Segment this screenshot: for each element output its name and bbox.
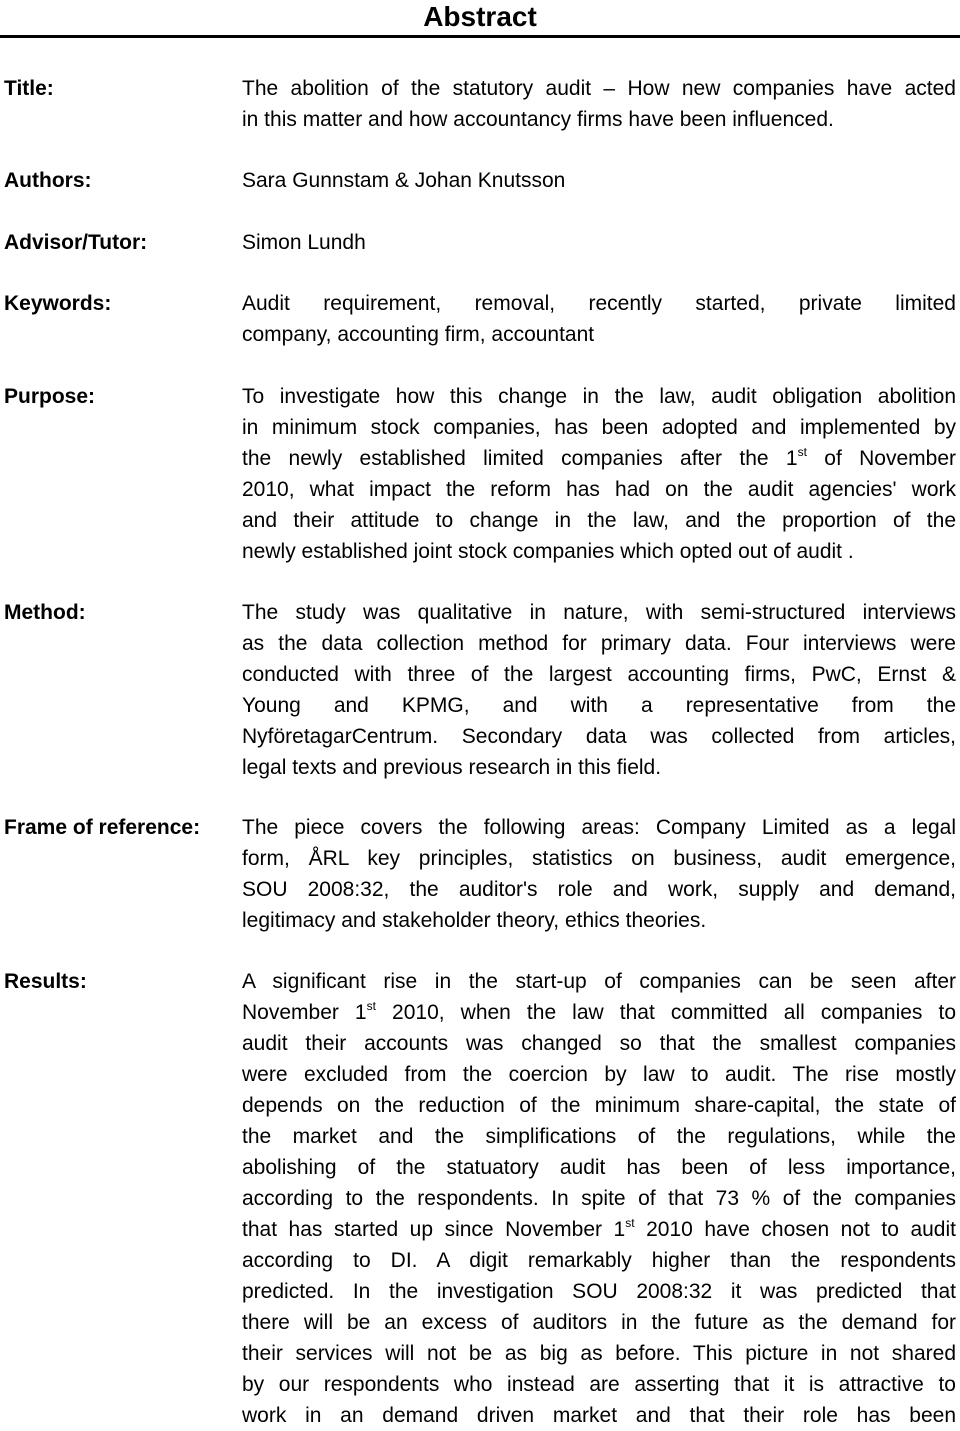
text-line: 2010, what impact the reform has had on the audit agencies' work <box>242 478 956 501</box>
text-line: by our respondents who instead are asserting that it is attractive to <box>242 1373 956 1396</box>
text-line: NyföretagarCentrum. Secondary data was collected from articles, <box>242 725 956 748</box>
text-line: that has started up since November 1st 2010 have chosen not to audit <box>242 1216 956 1241</box>
field-label: Keywords: <box>4 292 112 315</box>
text-line: their services will not be as big as before. This picture in not shared <box>242 1342 956 1365</box>
text-line: newly established joint stock companies which opted out of audit . <box>242 540 854 563</box>
text-line: Young and KPMG, and with a representative from the <box>242 694 956 717</box>
text-line: were excluded from the coercion by law to audit. The rise mostly <box>242 1063 956 1086</box>
field-value <box>242 966 956 1431</box>
text-line: legitimacy and stakeholder theory, ethics theories. <box>242 909 707 932</box>
field-value <box>242 165 956 196</box>
text-line: The piece covers the following areas: Company Limited as a legal <box>242 816 956 839</box>
text-line: SOU 2008:32, the auditor's role and work, supply and demand, <box>242 878 956 901</box>
text-line: there will be an excess of auditors in the future as the demand for <box>242 1311 956 1334</box>
field-label: Title: <box>4 77 54 100</box>
text-line: A significant rise in the start-up of companies can be seen after <box>242 970 956 993</box>
field-value <box>242 73 956 135</box>
field-label: Purpose: <box>4 385 96 408</box>
text-line: legal texts and previous research in this field. <box>242 756 662 779</box>
text-line: To investigate how this change in the law, audit obligation abolition <box>242 385 956 408</box>
page-title: Abstract <box>423 1 537 32</box>
text-line: company, accounting firm, accountant <box>242 323 595 346</box>
field-label: Authors: <box>4 169 92 192</box>
text-line: work in an demand driven market and that their role has been <box>242 1404 956 1427</box>
field-value <box>242 288 956 350</box>
text-line: in minimum stock companies, has been adopted and implemented by <box>242 416 956 439</box>
text-line: depends on the reduction of the minimum share-capital, the state of <box>242 1094 956 1117</box>
text-line: form, ÅRL key principles, statistics on business, audit emergence, <box>242 847 956 870</box>
text-line: the newly established limited companies after the 1st of November <box>242 445 956 470</box>
field-value <box>242 597 956 783</box>
text-line: and their attitude to change in the law, and the proportion of the <box>242 509 956 532</box>
text-line: audit their accounts was changed so that the smallest companies <box>242 1032 956 1055</box>
field-label: Advisor/Tutor: <box>4 231 148 254</box>
field-value <box>242 227 956 258</box>
text-line: predicted. In the investigation SOU 2008:32 it was predicted that <box>242 1280 956 1303</box>
text-line: according to DI. A digit remarkably higher than the respondents <box>242 1249 956 1272</box>
field-value <box>242 812 956 936</box>
text-line: November 1st 2010, when the law that committed all companies to <box>242 999 956 1024</box>
field-value <box>242 381 956 567</box>
text-line: according to the respondents. In spite of that 73 % of the companies <box>242 1187 956 1210</box>
field-label: Results: <box>4 970 87 993</box>
title-divider <box>0 35 960 38</box>
field-label: Frame of reference: <box>4 816 201 839</box>
text-line: Simon Lundh <box>242 231 366 254</box>
text-line: Audit requirement, removal, recently started, private limited <box>242 292 956 315</box>
text-line: abolishing of the statuatory audit has been of less importance, <box>242 1156 956 1179</box>
text-line: in this matter and how accountancy firms have been influenced. <box>242 108 834 131</box>
field-label: Method: <box>4 601 86 624</box>
text-line: Sara Gunnstam & Johan Knutsson <box>242 169 566 192</box>
text-line: The abolition of the statutory audit – How new companies have acted <box>242 77 956 100</box>
text-line: conducted with three of the largest accounting firms, PwC, Ernst & <box>242 663 956 686</box>
text-line: as the data collection method for primary data. Four interviews were <box>242 632 956 655</box>
text-line: the market and the simplifications of the regulations, while the <box>242 1125 956 1148</box>
text-line: The study was qualitative in nature, with semi-structured interviews <box>242 601 956 624</box>
